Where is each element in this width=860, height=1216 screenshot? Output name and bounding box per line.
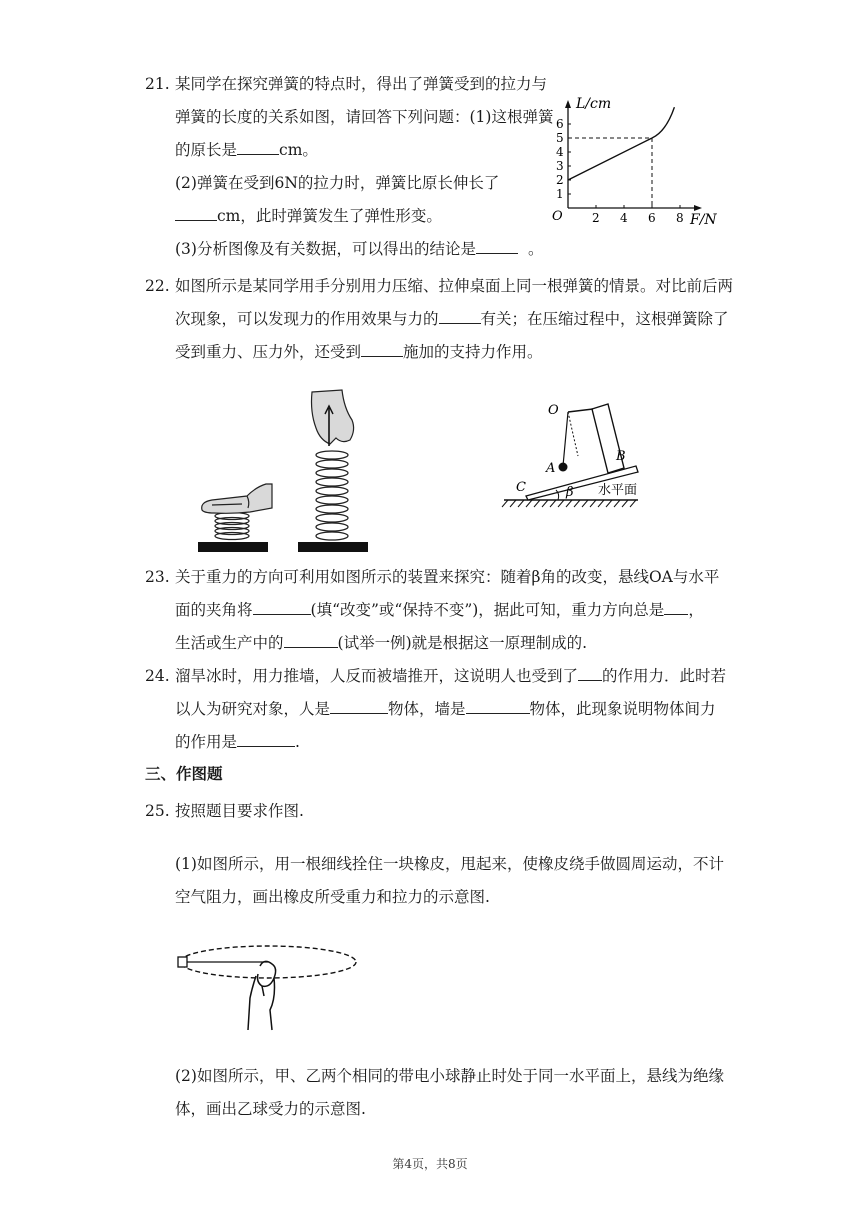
question-text-line: 面的夹角将 (填“改变”或“保持不变”)，据此可知，重力方向总是 ， [175,594,719,627]
question-text-line: cm，此时弹簧发生了弹性形变。 [175,200,553,233]
x-tick-label: 2 [592,211,600,225]
x-axis-label: F/N [690,212,717,228]
label-horizontal-plane: 水平面 [598,483,638,498]
left-table-base [198,542,268,552]
y-axis-arrow [565,100,571,108]
series-curve [652,107,674,138]
answer-blank[interactable] [330,695,388,714]
spring-hands-figure [192,388,382,558]
dashed-reference-line [568,412,578,456]
inclined-plane-plumb-figure [500,396,650,512]
answer-blank[interactable] [664,596,688,615]
question-text-line: 某同学在探究弹簧的特点时，得出了弹簧受到的拉力与 [175,75,548,93]
answer-blank[interactable] [253,596,311,615]
answer-blank[interactable] [237,728,295,747]
question-text-line: 以人为研究对象，人是 物体，墙是 物体，此现象说明物体间力 [175,693,726,726]
label-A: A [546,461,556,476]
question-text-line: 如图所示是某同学用手分别用力压缩、拉伸桌面上同一根弹簧的情景。对比前后两 [175,277,734,295]
answer-blank[interactable] [284,629,338,648]
x-axis-arrow [694,205,702,211]
question-text-line: 溜旱冰时，用力推墙，人反而被墙推开，这说明人也受到了 的作用力．此时若 [175,660,726,693]
plumb-line [563,412,568,466]
question-number: 23. [145,568,170,586]
answer-blank[interactable] [361,338,403,357]
series-line [568,138,652,180]
origin-label: O [552,209,563,224]
answer-blank[interactable] [476,235,518,254]
y-tick-label: 2 [556,173,564,187]
question-text-line: 的作用是 . [175,726,726,759]
question-number: 21. [145,75,170,93]
answer-blank[interactable] [466,695,530,714]
x-tick-label: 4 [620,211,628,225]
question-text-line: 空气阻力，画出橡皮所受重力和拉力的示意图. [175,888,490,906]
question-25-part-2 [175,1060,775,1126]
question-text-line: (2)如图所示，甲、乙两个相同的带电小球静止时处于同一水平面上，悬线为绝缘 [175,1067,724,1085]
hand-icon [248,961,276,1030]
x-tick-label: 8 [676,211,684,225]
question-text-line: (3)分析图像及有关数据，可以得出的结论是 。 [175,233,553,266]
label-B: B [616,449,626,464]
label-O: O [548,403,559,418]
y-axis-label: L/cm [576,96,612,112]
question-text-line: 体，画出乙球受力的示意图. [175,1100,366,1118]
answer-blank[interactable] [578,662,602,681]
answer-blank[interactable] [439,305,481,324]
compressed-spring [215,513,249,540]
question-text-line: 的原长是 cm。 [175,134,553,167]
label-C: C [516,480,526,495]
page-footer: 第4页，共8页 [392,1157,468,1171]
section-heading: 三、作图题 [145,765,223,783]
question-text-line: 受到重力、压力外，还受到 施加的支持力作用。 [175,336,733,369]
frame-arm [568,409,593,412]
y-tick-label: 3 [556,159,564,173]
pressing-hand-icon [202,484,272,513]
spring-length-force-chart [540,58,720,234]
x-tick-label: 6 [648,211,656,225]
question-body [175,68,553,266]
question-number: 24. [145,667,170,685]
question-body [175,795,304,828]
answer-blank[interactable] [237,136,279,155]
answer-blank[interactable] [175,202,217,221]
question-text-line: 关于重力的方向可利用如图所示的装置来探究：随着β角的改变，悬线OA与水平 [175,568,720,586]
question-body [175,561,719,660]
right-table-base [298,542,368,552]
question-text-line: (2)弹簧在受到6N的拉力时，弹簧比原长伸长了 [175,174,500,192]
question-25-part-1 [175,848,775,914]
question-text-line: (1)如图所示，用一根细线拴住一块橡皮，甩起来，使橡皮绕手做圆周运动，不计 [175,855,724,873]
eraser-block [178,957,187,967]
question-number: 25. [145,802,170,820]
question-text-line: 次现象，可以发现力的作用效果与力的 有关；在压缩过程中，这根弹簧除了 [175,303,733,336]
question-text-line: 按照题目要求作图. [175,802,304,820]
y-tick-label: 4 [556,145,564,159]
question-body [175,270,733,369]
pulling-hand-icon [312,390,354,446]
label-beta: β [566,485,574,500]
question-number: 22. [145,277,170,295]
y-tick-label: 1 [556,187,564,201]
question-text-line: 弹簧的长度的关系如图，请回答下列问题：(1)这根弹簧 [175,108,554,126]
question-body [175,660,726,759]
ground-hatching [502,500,636,507]
y-tick-label: 5 [556,131,564,145]
stretched-spring [316,451,348,540]
question-text-line: 生活或生产中的 (试举一例)就是根据这一原理制成的. [175,627,719,660]
y-tick-label: 6 [556,117,564,131]
plumb-bob [559,463,568,472]
eraser-circular-motion-figure [172,938,362,1038]
